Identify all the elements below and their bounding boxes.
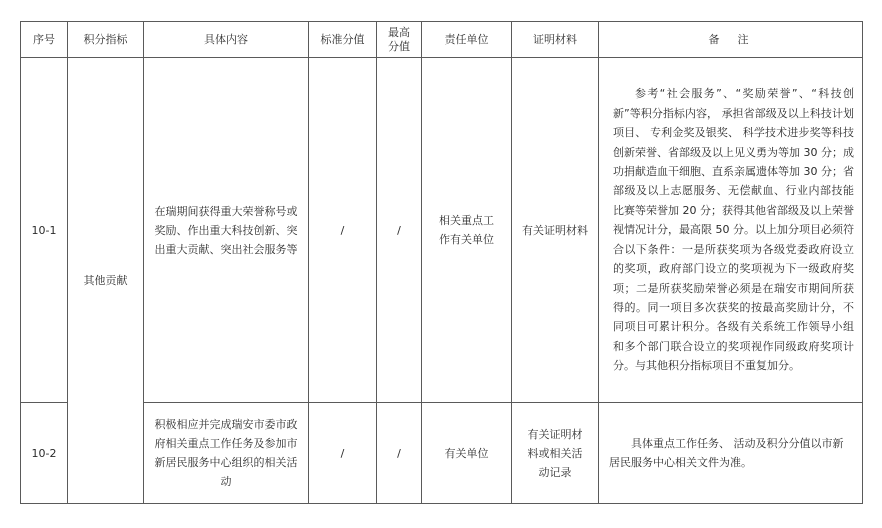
table-header-row	[21, 22, 863, 58]
row-proof: 有关证明材料	[512, 58, 599, 403]
row-remarks	[599, 58, 863, 403]
row-seq: 10-1	[21, 58, 68, 403]
row-seq: 10-2	[21, 403, 68, 504]
row-responsible-unit: 相关重点工作有关单位	[422, 58, 512, 403]
header-max-score: 最高分值	[377, 22, 422, 58]
table-row	[21, 403, 863, 504]
header-content: 具体内容	[144, 22, 309, 58]
header-remarks: 备注	[599, 22, 863, 58]
header-responsible-unit: 责任单位	[422, 22, 512, 58]
row-remarks	[599, 403, 863, 504]
row-standard-score: /	[309, 58, 377, 403]
indicator-cell: 其他贡献	[68, 58, 144, 504]
points-table-document	[20, 21, 862, 504]
remarks-text: 具体重点工作任务、 活动及积分分值以市新居民服务中心相关文件为准。	[609, 437, 844, 469]
header-standard-score: 标准分值	[309, 22, 377, 58]
row-proof: 有关证明材料或相关活动记录	[512, 403, 599, 504]
row-standard-score: /	[309, 403, 377, 504]
header-proof: 证明材料	[512, 22, 599, 58]
remarks-text: 参考“社会服务”、“奖励荣誉”、“科技创新”等积分指标内容， 承担省部级及以上科技计划项目、 专利金奖及银奖、 科学技术进步奖等科技创新荣誉、省部级及以上见义勇为等加 30 分；成功捐献造血干细胞、直系亲属遗体等加 30 分；省部级及以上志愿服务、无偿献血、行业内部技能比赛等荣誉加 20 分；获得其他省部级及以上荣誉视情况计分，最高限 50 分。以上加分项目必须符合以下条件：一是所获奖项为各级党委政府设立的奖项，政府部门设立的奖项视为下一级政府奖项；二是所获奖励荣誉必须是在瑞安市期间所获得的。同一项目多次获奖的按最高奖励计分，不同项目可累计积分。各级有关系统工作领导小组和多个部门联合设立的奖项视作同级政府奖项计分。与其他积分指标项目不重复加分。	[613, 87, 854, 373]
points-table	[20, 21, 863, 504]
header-seq: 序号	[21, 22, 68, 58]
header-indicator: 积分指标	[68, 22, 144, 58]
row-content: 在瑞期间获得重大荣誉称号或奖励、作出重大科技创新、突出重大贡献、突出社会服务等	[144, 58, 309, 403]
table-row	[21, 58, 863, 403]
row-max-score: /	[377, 58, 422, 403]
row-max-score: /	[377, 403, 422, 504]
row-content: 积极相应并完成瑞安市委市政府相关重点工作任务及参加市新居民服务中心组织的相关活动	[144, 403, 309, 504]
row-responsible-unit: 有关单位	[422, 403, 512, 504]
